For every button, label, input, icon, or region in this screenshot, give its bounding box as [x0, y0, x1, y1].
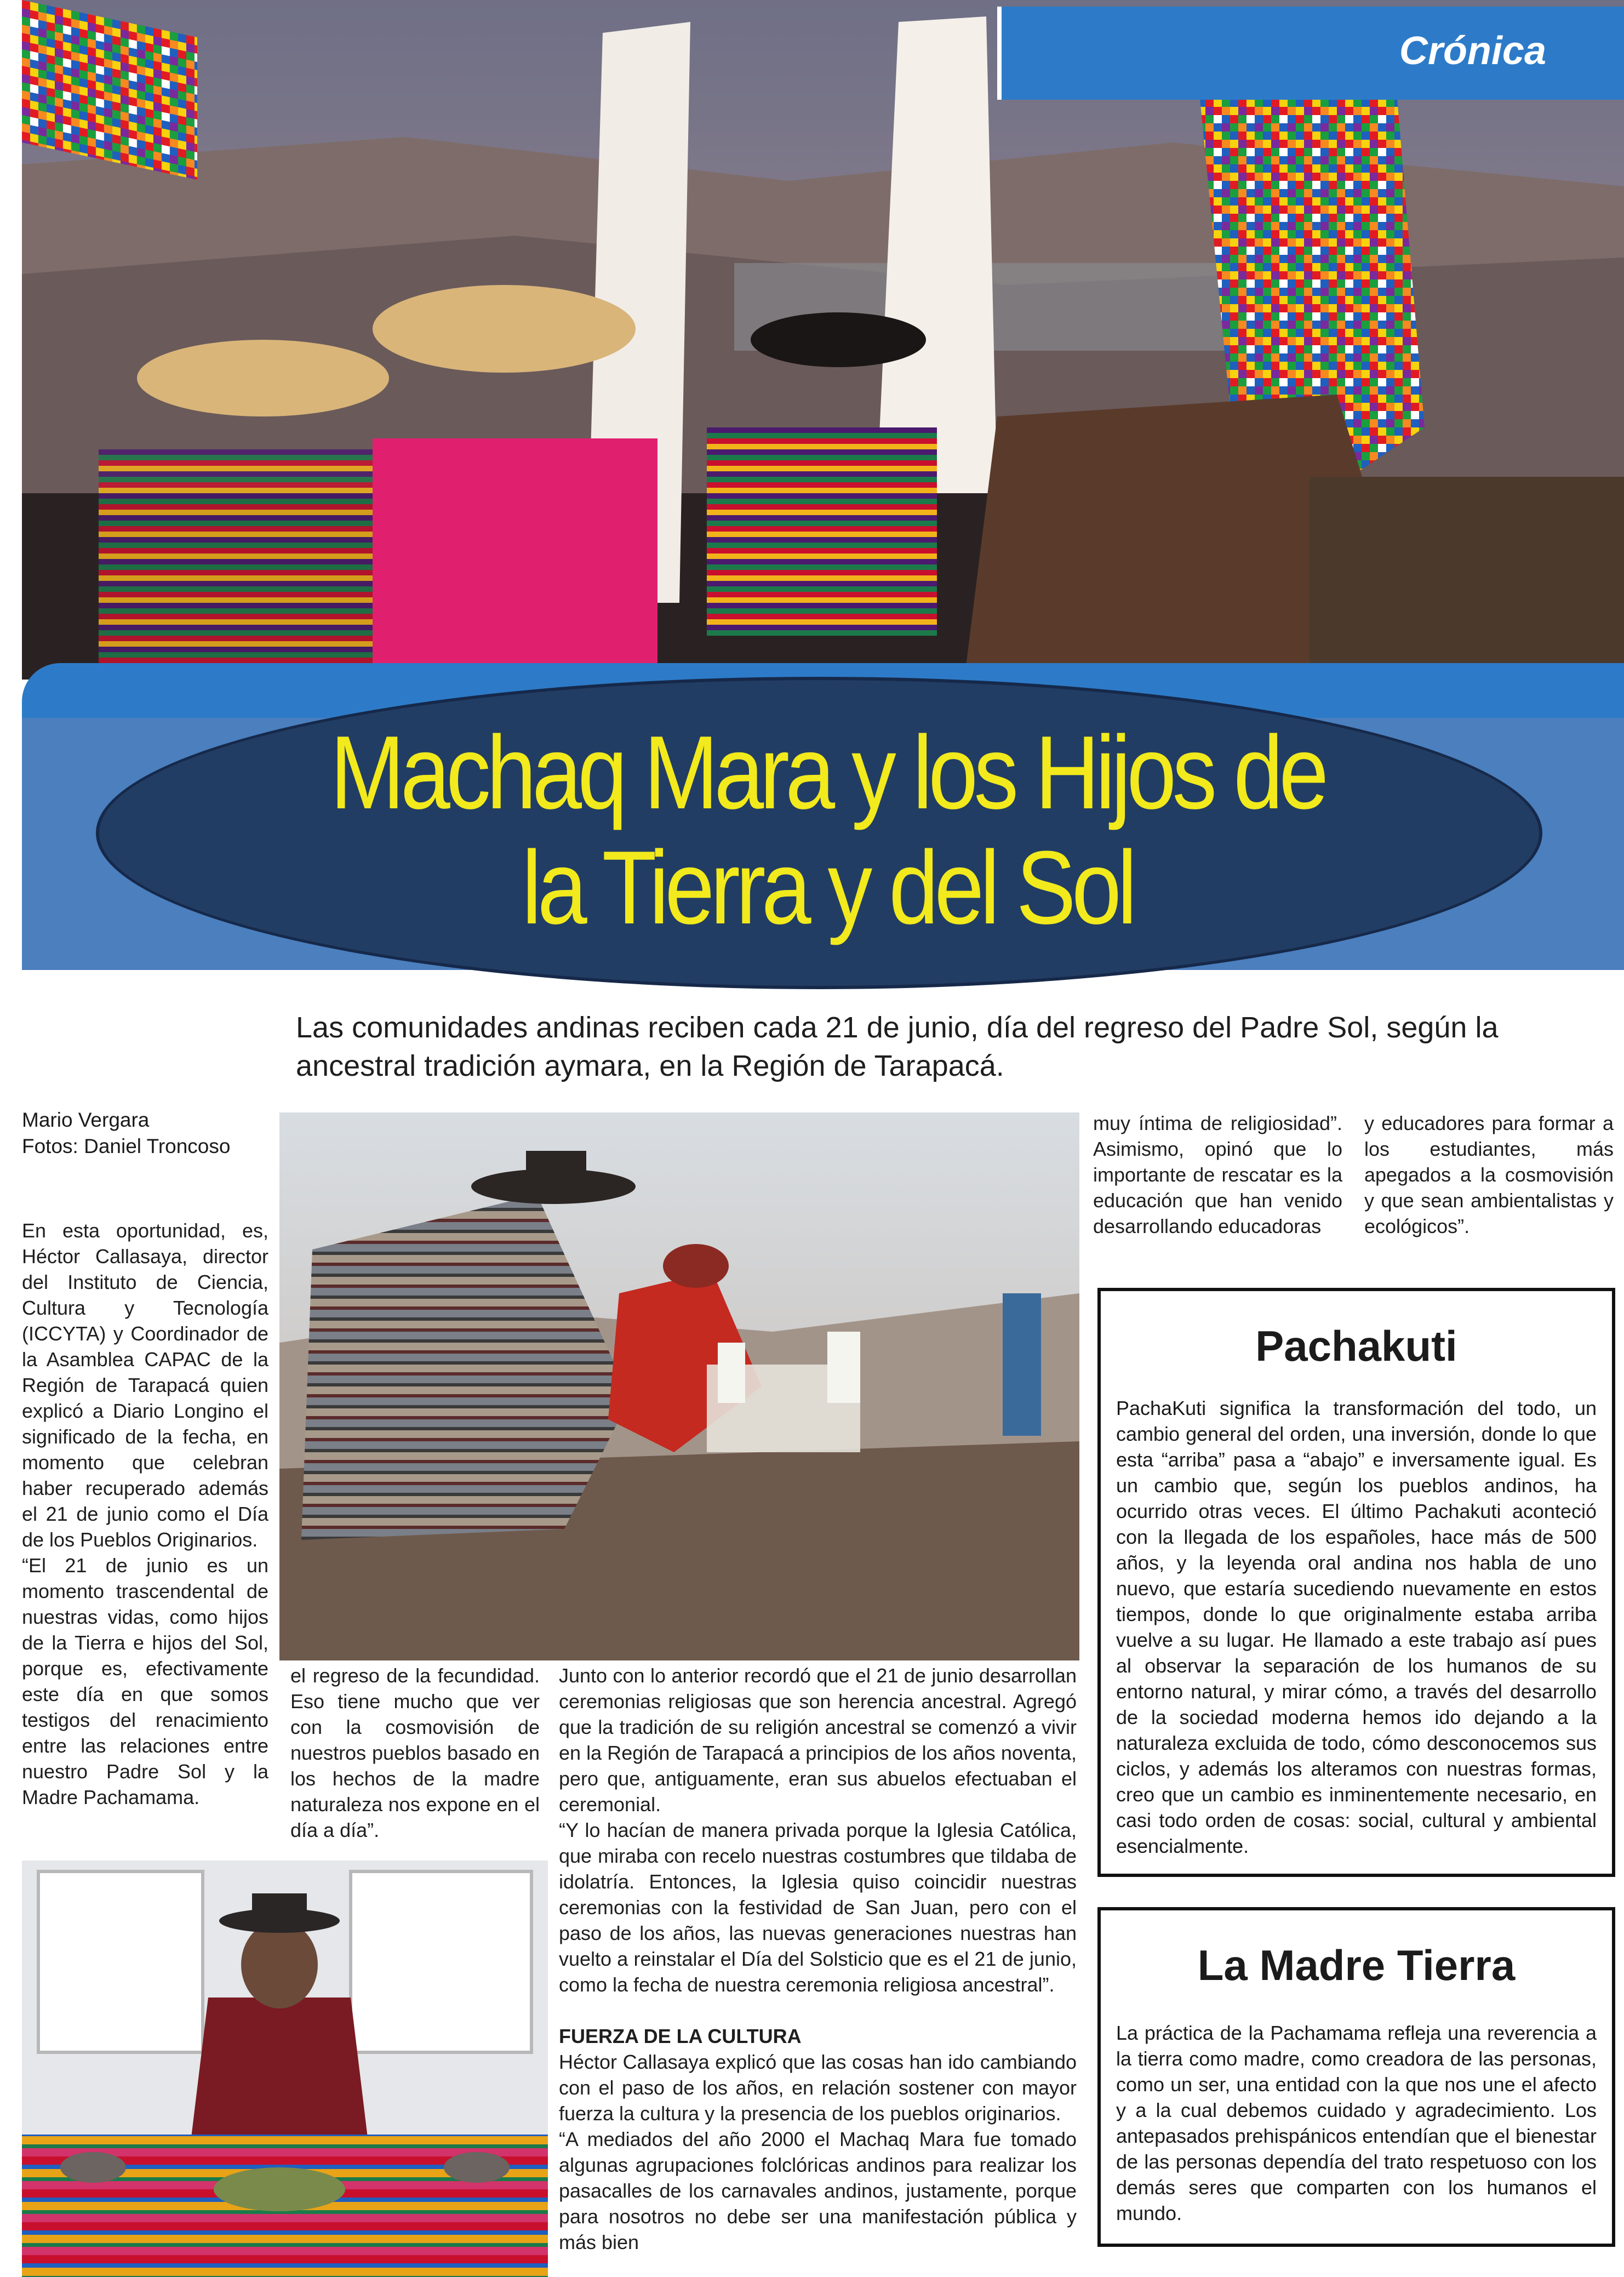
- col3-paragraph-2: “Y lo hacían de manera privada porque la Iglesia Católica, que miraba con recelo nuestras costumbres que tildaba de idolatría. Entonces, la Iglesia quiso coincidir nuestras ceremonias con la festividad de San Juan, pero con el paso de los años, las nuevas generaciones nuestras han vuelto a reinstalar el Día del Solsticio que es el 21 de junio, como la fecha de nuestra ceremonia religiosa ancestral”.: [559, 1819, 1077, 1996]
- offering-photo-illustration: [22, 1861, 548, 2277]
- col1-paragraph-2: “El 21 de junio es un momento trascendental de nuestras vidas, como hijos de la Tierra e hijos del Sol, porque es, efectivamente este día en que somos testigos del renacimiento entre las relaciones entre nuestro Padre Sol y la Madre Pachamama.: [22, 1554, 268, 1808]
- ritual-photo-illustration: [279, 1112, 1079, 1660]
- madre-tierra-box: [1097, 1907, 1615, 2247]
- column-5: [1364, 1110, 1614, 1239]
- col3-paragraph-3: Héctor Callasaya explicó que las cosas han ido cambiando con el paso de los años, en relación sostener con mayor fuerza la cultura y la presencia de los pueblos originarios.: [559, 2051, 1077, 2125]
- pachakuti-title: Pachakuti: [1255, 1322, 1457, 1370]
- madre-tierra-body: La práctica de la Pachamama refleja una reverencia a la tierra como madre, como creadora de las personas, como un ser, una entidad con la que nos une el afecto y a la cual debemos cuidado y agradecimiento. Los antepasados prehispánicos entendían que el bienestar de las personas dependía del trato respetuoso con los demás seres que comparten con los humanos el mundo.: [1116, 2022, 1597, 2224]
- pachakuti-box: [1097, 1288, 1615, 1877]
- col3-paragraph-4: “A mediados del año 2000 el Machaq Mara fue tomado algunas agrupaciones folclóricas andinos para realizar los pasacalles de los carnavales andinos, justamente, porque para nosotros no debe ser una manifestación pública y más bien: [559, 2128, 1077, 2253]
- byline-photos: Fotos: Daniel Troncoso: [22, 1135, 231, 1157]
- col3-subhead: FUERZA DE LA CULTURA: [559, 2025, 802, 2047]
- byline-author: Mario Vergara: [22, 1109, 150, 1131]
- byline: [22, 1107, 230, 1160]
- section-label: Crónica: [1399, 29, 1546, 73]
- headline: [257, 715, 1397, 945]
- hero-photo-illustration: [22, 0, 1624, 680]
- column-2: [290, 1663, 540, 1843]
- ritual-photo: [279, 1112, 1079, 1660]
- col2-paragraph-1: el regreso de la fecundidad. Eso tiene mucho que ver con la cosmovisión de nuestros pueblos basado en los hechos de la madre naturaleza nos expone en el día a día”.: [290, 1664, 540, 1841]
- col1-paragraph-1: En esta oportunidad, es, Héctor Callasaya, director del Instituto de Ciencia, Cultura y Tecnología (ICCYTA) y Coordinador de la Asamblea CAPAC de la Región de Tarapacá quien explicó a Diario Longino el significado de la fecha, en momento que celebran haber recuperado además el 21 de junio como el Día de los Pueblos Originarios.: [22, 1219, 268, 1551]
- hero-photo: [22, 0, 1624, 680]
- offering-photo: [22, 1861, 548, 2277]
- madre-tierra-title: La Madre Tierra: [1197, 1941, 1516, 1989]
- column-4: [1093, 1110, 1342, 1239]
- column-3: [559, 1663, 1077, 2255]
- pachakuti-body: PachaKuti significa la transformación del todo, un cambio general del orden, una inversión, donde lo que esta “arriba” pasa a “abajo” e inversamente igual. Es un cambio que, según los pueblos andinos, ha ocurrido otras veces. El último Pachakuti aconteció con la llegada de los españoles, hace más de 500 años, y la leyenda oral andina nos habla de uno nuevo, que estaría sucediendo nuevamente en estos tiempos, donde lo que originalmente estaba arriba vuelve a su lugar. He llamado a este trabajo así pues al observar la separación de los humanos de su entorno natural, y mirar cómo, a través del desarrollo de la sociedad moderna hemos ido dejando a la naturaleza excluida de todo, cómo desconocemos sus ciclos, y además los alteramos con nuestras formas, creo que un cambio es inminentemente necesario, en casi todo orden de cosas: social, cultural y ambiental esencialmente.: [1116, 1397, 1597, 1857]
- headline-line-1: Machaq Mara y los Hijos de: [330, 715, 1325, 831]
- col4-paragraph-1: muy íntima de religiosidad”. Asimismo, opinó que lo importante de rescatar es la educación que han venido desarrollando educadoras: [1093, 1112, 1342, 1237]
- headline-line-2: la Tierra y del Sol: [522, 830, 1133, 946]
- lede: Las comunidades andinas reciben cada 21 de junio, día del regreso del Padre Sol, según la ancestral tradición aymara, en la Región de Tarapacá.: [296, 1011, 1499, 1082]
- column-1: [22, 1218, 268, 1810]
- col5-paragraph-1: y educadores para formar a los estudiantes, más apegados a la cosmovisión y que sean ambientalistas y ecológicos”.: [1364, 1112, 1614, 1237]
- section-tab: [997, 7, 1624, 100]
- col3-paragraph-1: Junto con lo anterior recordó que el 21 de junio desarrollan ceremonias religiosas que son herencia ancestral. Agregó que la tradición de su religión ancestral se comenzó a vivir en la Región de Tarapacá a principios de los años noventa, pero que, antiguamente, eran sus abuelos efectuaban el ceremonial.: [559, 1664, 1077, 1816]
